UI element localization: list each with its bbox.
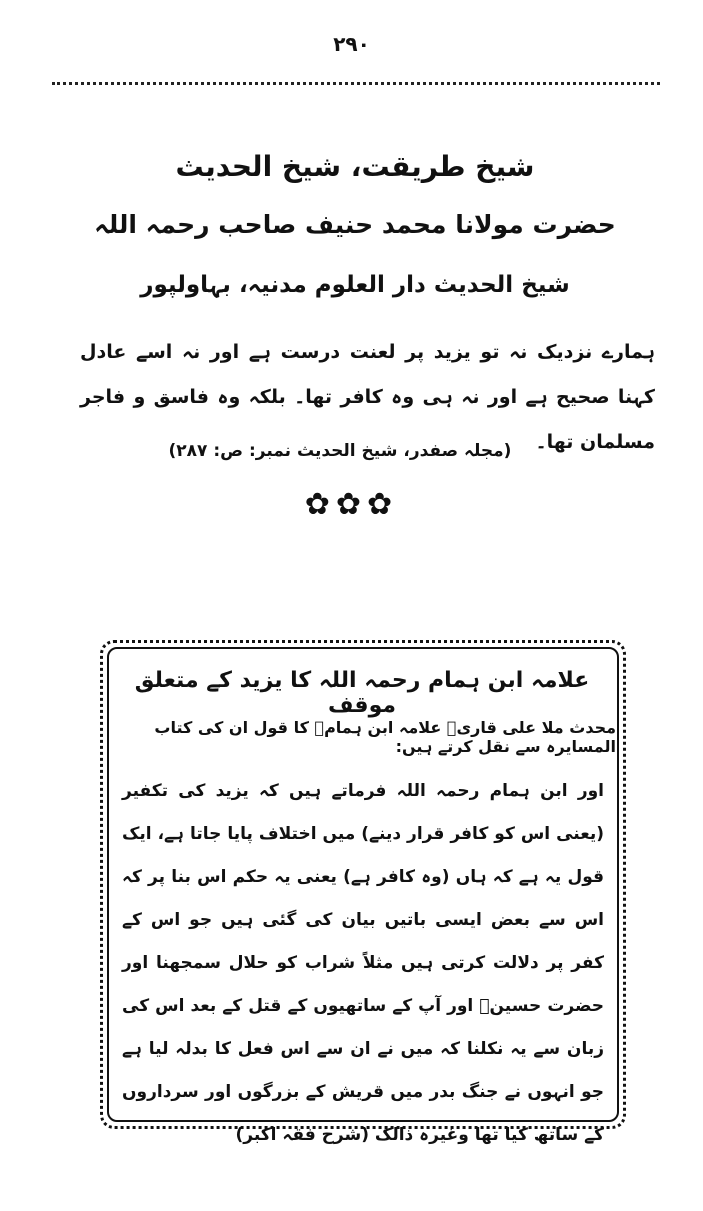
page-number: ۲۹۰ — [333, 32, 370, 56]
quote-body-text: اور ابن ہمام رحمہ اللہ فرماتے ہیں کہ یزید کی تکفیر (یعنی اس کو کافر قرار دینے) میں اختلاف پایا جاتا ہے، ایک قول یہ ہے کہ ہاں (وہ کافر ہے) یعنی یہ حکم اس بنا پر کہ اس سے بعض ایسی باتیں بیان کی گئی ہیں جو اس کے کفر پر دلالت کرتی ہیں مثلاً شراب کو حلال سمجھنا اور حضرت حسینؓ اور آپ کے ساتھیوں کے قتل کے بعد اس کی زبان سے یہ نکلنا کہ میں نے ان سے اس فعل کا بدلہ لیا ہے جو انہوں نے جنگ بدر میں قریش کے بزرگوں اور سرداروں کے ساتھ کیا تھا وغیرہ ذالک — [122, 781, 604, 1145]
quote-source: (شرح فقہ اکبر) — [235, 1125, 369, 1145]
header-divider — [52, 82, 660, 85]
scholar-name: حضرت مولانا محمد حنیف صاحب رحمہ اللہ — [94, 210, 616, 239]
scholar-affiliation: شیخ الحدیث دار العلوم مدنیہ، بہاولپور — [140, 272, 570, 298]
statement-text: ہمارے نزدیک نہ تو یزید پر لعنت درست ہے اور نہ اسے عادل کہنا صحیح ہے اور نہ ہی وہ کافر تھا۔ بلکہ وہ فاسق و فاجر مسلمان تھا۔ — [80, 341, 655, 453]
ornament-flowers-icon: ✿✿✿ — [304, 487, 399, 522]
quote-box-body — [122, 770, 604, 1157]
quote-box-title: علامہ ابن ہمام رحمہ اللہ کا یزید کے متعلق موقف — [134, 668, 590, 718]
quote-box-intro: محدث ملا علی قاریؒ علامہ ابن ہمامؒ کا قول ان کی کتاب المسایرہ سے نقل کرتے ہیں: — [154, 718, 616, 756]
statement-reference: (مجلہ صفدر، شیخ الحدیث نمبر: ص: ۲۸۷) — [168, 441, 512, 461]
page-title: شیخ طریقت، شیخ الحدیث — [175, 150, 535, 183]
